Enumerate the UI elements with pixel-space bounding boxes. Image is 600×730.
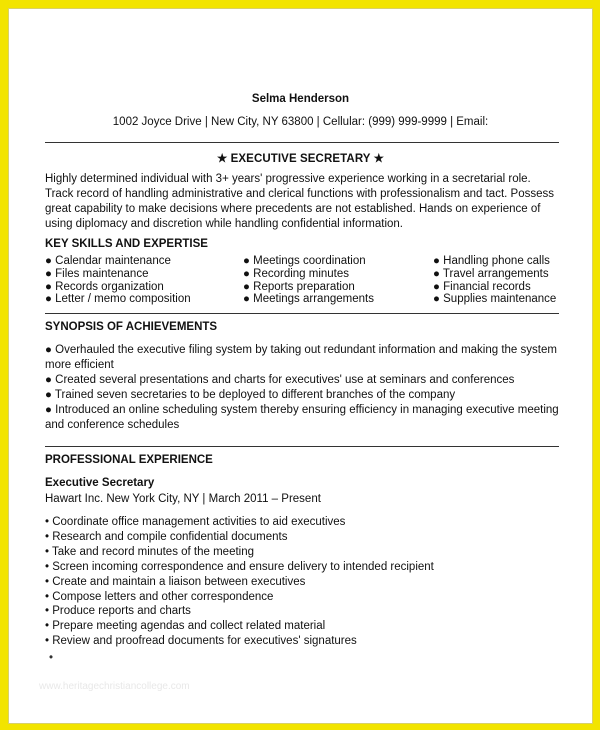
divider — [45, 446, 559, 447]
watermark: www.heritagechristiancollege.com — [39, 681, 190, 692]
achievements-list — [45, 343, 559, 433]
skill-item: ● Reports preparation — [243, 280, 355, 293]
divider — [45, 142, 559, 143]
contact-line: 1002 Joyce Drive | New City, NY 63800 | Cellular: (999) 999-9999 | Email: — [112, 116, 489, 128]
skill-item: ● Files maintenance — [45, 267, 149, 280]
duty-item: • Prepare meeting agendas and collect related material — [45, 620, 326, 633]
achievement-item: ● Trained seven secretaries to be deployed to different branches of the company — [45, 389, 456, 401]
skill-item: ● Records organization — [45, 280, 164, 293]
skill-item: ● Handling phone calls — [433, 255, 550, 267]
job-title: Executive Secretary — [45, 477, 155, 489]
skill-item: ● Travel arrangements — [433, 267, 549, 280]
skills-heading: KEY SKILLS AND EXPERTISE — [45, 238, 208, 250]
skill-item: ● Calendar maintenance — [45, 255, 171, 267]
achievement-item: ● Created several presentations and charts for executives' use at seminars and conferences — [45, 374, 515, 386]
job-employer-dates: Hawart Inc. New York City, NY | March 2011 – Present — [45, 493, 321, 505]
duty-item: • Research and compile confidential documents — [45, 530, 288, 543]
duty-item: • Create and maintain a liaison between executives — [45, 575, 306, 588]
skills-column-3 — [433, 255, 556, 306]
skill-item: ● Supplies maintenance — [433, 293, 557, 306]
skill-item: ● Meetings arrangements — [243, 293, 374, 306]
divider — [45, 313, 559, 314]
job-objective-title: ★ EXECUTIVE SECRETARY ★ — [216, 153, 385, 165]
achievement-item: ● Introduced an online scheduling system thereby ensuring efficiency in managing executive meeting and conference schedules — [45, 404, 559, 431]
duty-item: • Screen incoming correspondence and ensure delivery to intended recipient — [45, 560, 434, 573]
skills-column-1 — [45, 255, 191, 306]
skill-item: ● Letter / memo composition — [45, 293, 191, 306]
skill-item: ● Recording minutes — [243, 267, 350, 280]
skill-item: ● Financial records — [433, 280, 531, 293]
resume-page — [8, 8, 593, 724]
skills-column-2 — [243, 255, 374, 306]
candidate-name: Selma Henderson — [251, 93, 350, 105]
duty-item: • Take and record minutes of the meeting — [45, 545, 255, 558]
achievements-heading: SYNOPSIS OF ACHIEVEMENTS — [45, 321, 218, 333]
duty-item: • Review and proofread documents for executives' signatures — [45, 635, 357, 648]
professional-summary: Highly determined individual with 3+ years' progressive experience working in a secretarial role. Track record of handling administrative and clerical functions with professionalism and tact. Possess great capability to make decisions where precedents are not established. Hands on experience of using diplomacy and discretion while handling confidential information. — [45, 173, 555, 230]
achievement-item: ● Overhauled the executive filing system by taking out redundant information and making the system more efficient — [45, 344, 557, 371]
duty-item: • Compose letters and other correspondence — [45, 590, 274, 603]
experience-heading: PROFESSIONAL EXPERIENCE — [45, 454, 213, 466]
duties-list — [45, 515, 559, 649]
duty-item: • Coordinate office management activities to aid executives — [45, 516, 346, 528]
cut-off-bullet: • — [49, 652, 54, 664]
duty-item: • Produce reports and charts — [45, 605, 191, 618]
skill-item: ● Meetings coordination — [243, 255, 366, 267]
